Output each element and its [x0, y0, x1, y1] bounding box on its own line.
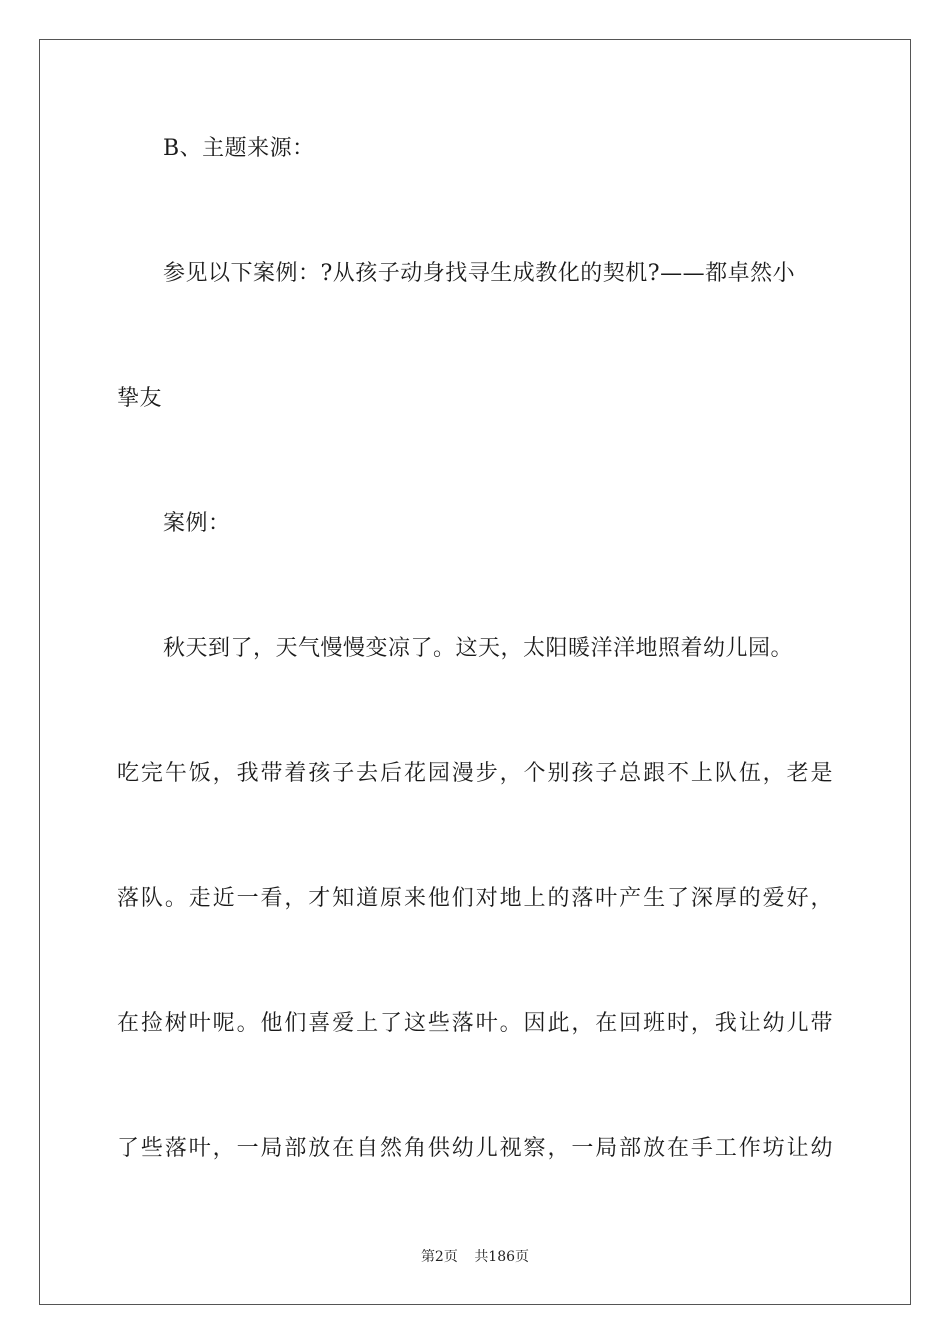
paragraph-line: 案例： — [163, 511, 231, 536]
paragraph-line: 在捡树叶呢。他们喜爱上了这些落叶。因此，在回班时，我让幼儿带 — [117, 1011, 833, 1036]
paragraph-line: 参见以下案例：?从孩子动身找寻生成教化的契机?——都卓然小 — [163, 261, 796, 286]
paragraph-line: 了些落叶，一局部放在自然角供幼儿视察，一局部放在手工作坊让幼 — [117, 1136, 833, 1161]
paragraph-line: B、主题来源： — [163, 136, 315, 161]
page-number-total: 共186页 — [474, 1249, 530, 1265]
paragraph-line: 落队。走近一看，才知道原来他们对地上的落叶产生了深厚的爱好， — [117, 886, 833, 911]
page-footer — [0, 1247, 950, 1267]
paragraph-line: 吃完午饭，我带着孩子去后花园漫步，个别孩子总跟不上队伍，老是 — [117, 761, 833, 786]
paragraph-line: 挚友 — [117, 386, 163, 411]
paragraph-line: 秋天到了，天气慢慢变凉了。这天，太阳暖洋洋地照着幼儿园。 — [163, 636, 794, 661]
page-number-current: 第2页 — [420, 1249, 458, 1265]
page-border — [39, 39, 911, 1305]
